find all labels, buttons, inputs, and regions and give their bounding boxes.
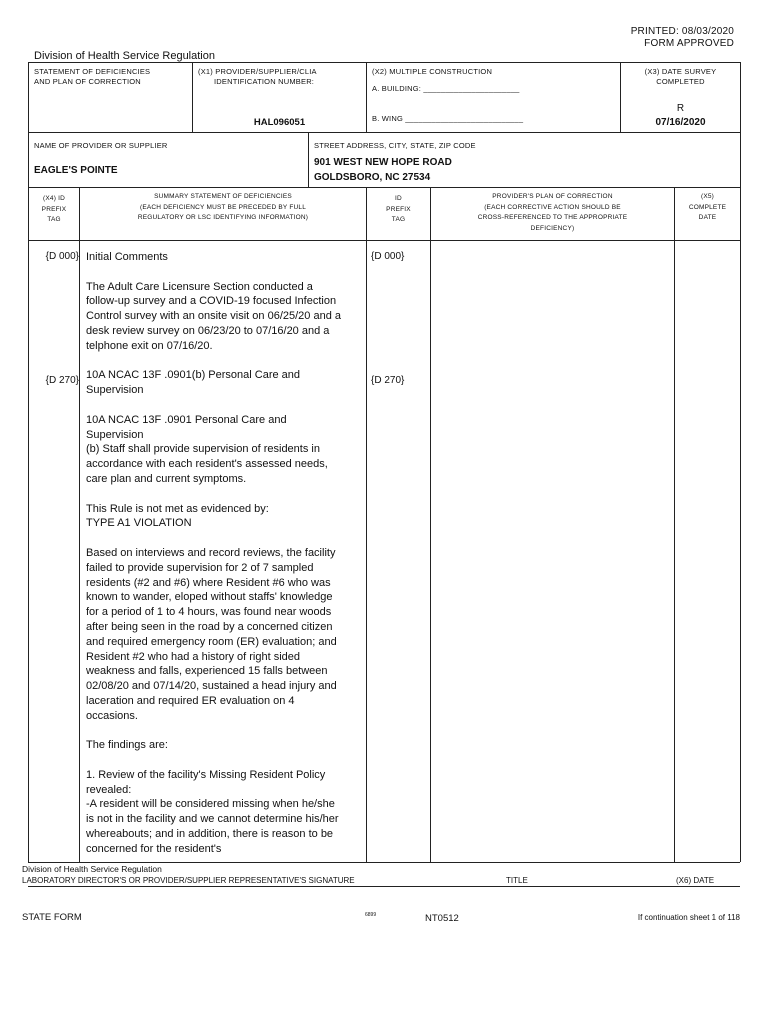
x4-header: (X4) ID PREFIX TAG — [41, 195, 67, 223]
id-header: ID PREFIX TAG — [386, 195, 411, 223]
street-address: 901 WEST NEW HOPE ROAD — [314, 157, 452, 168]
paragraph-survey: The Adult Care Licensure Section conducted a follow-up survey and a COVID-19 focused Infection Control survey with an onsite visit on 06/25/20 and a desk review survey on 06/23/20 to 07/16/20 and a telphone exit on 07/16/20. — [86, 280, 341, 352]
finding-1-policy: -A resident will be considered missing when he/she is not in the facility and we cannot determine his/her whereabouts; and in addition, there is reason to be concerned for the resident's — [86, 798, 339, 855]
x1-label-1: (X1) PROVIDER/SUPPLIER/CLIA — [198, 67, 317, 76]
plan-header: PROVIDER'S PLAN OF CORRECTION (EACH CORRECTIVE ACTION SHOULD BE CROSS-REFERENCED TO THE APPROPRIATE DEFICIENCY) — [477, 193, 628, 232]
x3-label-1: (X3) DATE SURVEY — [644, 67, 717, 76]
summary-header: SUMMARY STATEMENT OF DEFICIENCIES (EACH DEFICIENCY MUST BE PRECEDED BY FULL REGULATORY OR LSC IDENTIFYING INFORMATION) — [137, 193, 309, 221]
printed-date: PRINTED: 08/03/2020 — [630, 26, 734, 37]
address-label: STREET ADDRESS, CITY, STATE, ZIP CODE — [314, 141, 476, 150]
x3-label-2: COMPLETED — [656, 77, 705, 86]
title-label: TITLE — [506, 876, 528, 885]
signature-label: LABORATORY DIRECTOR'S OR PROVIDER/SUPPLIER REPRESENTATIVE'S SIGNATURE — [22, 876, 355, 885]
provider-name: EAGLE'S POINTE — [34, 165, 118, 176]
division-title: Division of Health Service Regulation — [34, 50, 215, 62]
v-line-x2 — [366, 62, 367, 132]
continuation-sheet: If continuation sheet 1 of 118 — [637, 913, 740, 922]
footer-division: Division of Health Service Regulation — [22, 864, 162, 874]
v-line-plan — [674, 187, 675, 862]
provider-name-label: NAME OF PROVIDER OR SUPPLIER — [34, 141, 168, 150]
rule-citation: 10A NCAC 13F .0901 Personal Care and Supervision — [86, 413, 287, 441]
rule-title: 10A NCAC 13F .0901(b) Personal Care and Supervision — [86, 369, 301, 397]
tag-d000-right: {D 000} — [371, 251, 405, 262]
v-line-prefix — [79, 187, 80, 862]
signature-line — [28, 886, 740, 887]
x6-date-label: (X6) DATE — [676, 876, 715, 885]
finding-1: 1. Review of the facility's Missing Resident Policy revealed: — [86, 768, 326, 796]
deficiency-text — [86, 250, 342, 871]
x5-header: (X5) COMPLETE DATE — [688, 193, 727, 221]
divider-3 — [28, 240, 740, 241]
form-code: 6899 — [365, 912, 377, 918]
city-state-zip: GOLDSBORO, NC 27534 — [314, 172, 431, 183]
tag-d270: {D 270} — [45, 375, 79, 386]
nt-code: NT0512 — [425, 913, 459, 924]
survey-date: 07/16/2020 — [655, 117, 706, 128]
x1-label-2: IDENTIFICATION NUMBER: — [214, 77, 315, 86]
divider-2 — [28, 187, 740, 188]
findings-heading: The findings are: — [86, 739, 168, 752]
divider-1 — [28, 132, 740, 133]
rule-not-met: This Rule is not met as evidenced by: — [86, 502, 269, 515]
v-line-summary — [366, 187, 367, 862]
building-field: A. BUILDING: ______________________ — [372, 84, 520, 93]
survey-type: R — [676, 103, 685, 114]
provider-id: HAL096051 — [253, 117, 306, 128]
tag-d270-right: {D 270} — [371, 375, 405, 386]
violation-type: TYPE A1 VIOLATION — [86, 517, 192, 530]
frame-right — [740, 62, 741, 862]
x2-label: (X2) MULTIPLE CONSTRUCTION — [372, 67, 493, 76]
statement-label-2: AND PLAN OF CORRECTION — [34, 77, 141, 86]
state-form-label: STATE FORM — [22, 912, 82, 923]
v-line-address — [308, 132, 309, 187]
rule-text: (b) Staff shall provide supervision of residents in accordance with each resident's assessed needs, care plan and current symptoms. — [86, 443, 328, 485]
wing-field: B. WING ___________________________ — [372, 114, 524, 123]
initial-comments-title: Initial Comments — [86, 251, 168, 263]
frame-top — [28, 62, 740, 63]
v-line-id — [430, 187, 431, 862]
paragraph-findings-summary: Based on interviews and record reviews, the facility failed to provide supervision for 2 of 7 sampled residents (#2 and #6) where Resident #6 who was known to wander, eloped without staffs' knowledge for a period of 1 to 4 hours, was found near woods after being seen in the road by a concerned citizen and required emergency room (ER) evaluation; and Resident #2 who had a history of right sided weakness and falls, experienced 15 falls between 02/08/20 and 07/14/20, sustained a head injury and laceration and required ER evaluation on 4 occasions. — [86, 546, 337, 722]
form-approved: FORM APPROVED — [644, 38, 734, 49]
tag-d000: {D 000} — [45, 251, 79, 262]
statement-label-1: STATEMENT OF DEFICIENCIES — [34, 67, 151, 76]
frame-left — [28, 62, 29, 862]
